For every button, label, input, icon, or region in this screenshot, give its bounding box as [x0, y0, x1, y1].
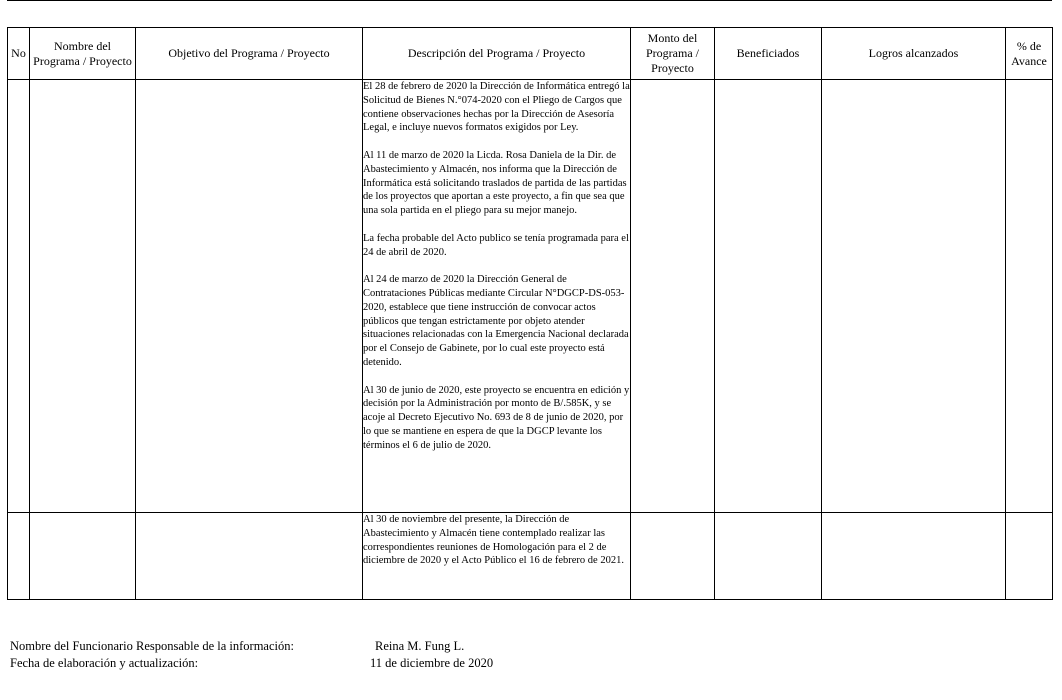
header-avance: % de Avance — [1006, 28, 1053, 80]
table-row — [8, 80, 1053, 513]
cell-avance — [1006, 80, 1053, 513]
fecha-label: Fecha de elaboración y actualización: — [10, 656, 199, 670]
top-border-line — [7, 0, 1052, 1]
cell-avance — [1006, 513, 1053, 600]
description-paragraph: Al 30 de noviembre del presente, la Dirección de Abastecimiento y Almacén tiene contemplado realizar las correspondientes reuniones de Homologación para el 2 de diciembre de 2020 y el Acto Público el 16 de febrero de 2021. — [363, 514, 624, 567]
header-objetivo: Objetivo del Programa / Proyecto — [136, 28, 363, 80]
header-descripcion: Descripción del Programa / Proyecto — [363, 28, 631, 80]
programs-table — [7, 27, 1053, 600]
cell-no — [8, 80, 30, 513]
header-beneficiados: Beneficiados — [715, 28, 822, 80]
description-paragraph: La fecha probable del Acto publico se tenía programada para el 24 de abril de 2020. — [363, 232, 629, 258]
cell-no — [8, 513, 30, 600]
cell-logros — [822, 80, 1006, 513]
responsable-label: Nombre del Funcionario Responsable de la información: — [10, 639, 294, 653]
description-paragraph: Al 11 de marzo de 2020 la Licda. Rosa Daniela de la Dir. de Abastecimiento y Almacén, nos informa que la Dirección de Informática está solicitando traslados de partida de las partidas de los proyectos que aportan a este proyecto, a fin que sea que una sola partida en el pliego para su mejor manejo. — [363, 149, 627, 217]
description-paragraph: El 28 de febrero de 2020 la Dirección de Informática entregó la Solicitud de Bienes N.°074-2020 con el Pliego de Cargos que contiene observaciones hechas por la Dirección de Asesoría Legal, e incluye nuevos formatos exigidos por Ley. — [363, 81, 630, 134]
cell-logros — [822, 513, 1006, 600]
cell-monto — [631, 513, 715, 600]
cell-beneficiados — [715, 80, 822, 513]
cell-descripcion — [363, 513, 631, 600]
cell-monto — [631, 80, 715, 513]
header-logros: Logros alcanzados — [822, 28, 1006, 80]
cell-objetivo — [136, 513, 363, 600]
description-paragraph: Al 24 de marzo de 2020 la Dirección General de Contrataciones Públicas mediante Circular N°DGCP-DS-053-2020, establece que tiene instrucción de convocar actos públicos que tengan estrictamente por objeto atender situaciones relacionadas con la Emergencia Nacional declarada por el Consejo de Gabinete, por lo cual este proyecto está detenido. — [363, 274, 629, 368]
responsable-value: Reina M. Fung L. — [375, 639, 465, 653]
header-monto: Monto del Programa / Proyecto — [631, 28, 715, 80]
table-header-row — [8, 28, 1053, 80]
cell-objetivo — [136, 80, 363, 513]
header-nombre: Nombre del Programa / Proyecto — [30, 28, 136, 80]
cell-descripcion — [363, 80, 631, 513]
cell-nombre — [30, 513, 136, 600]
table-row — [8, 513, 1053, 600]
description-paragraph: Al 30 de junio de 2020, este proyecto se encuentra en edición y decisión por la Administración por monto de B/.585K, y se acoje al Decreto Ejecutivo No. 693 de 8 de junio de 2020, por lo que se mantiene en espera de que la DGCP levante los términos el 6 de julio de 2020. — [363, 384, 630, 451]
fecha-value: 11 de diciembre de 2020 — [370, 656, 494, 670]
cell-beneficiados — [715, 513, 822, 600]
header-no: No — [8, 28, 30, 80]
cell-nombre — [30, 80, 136, 513]
